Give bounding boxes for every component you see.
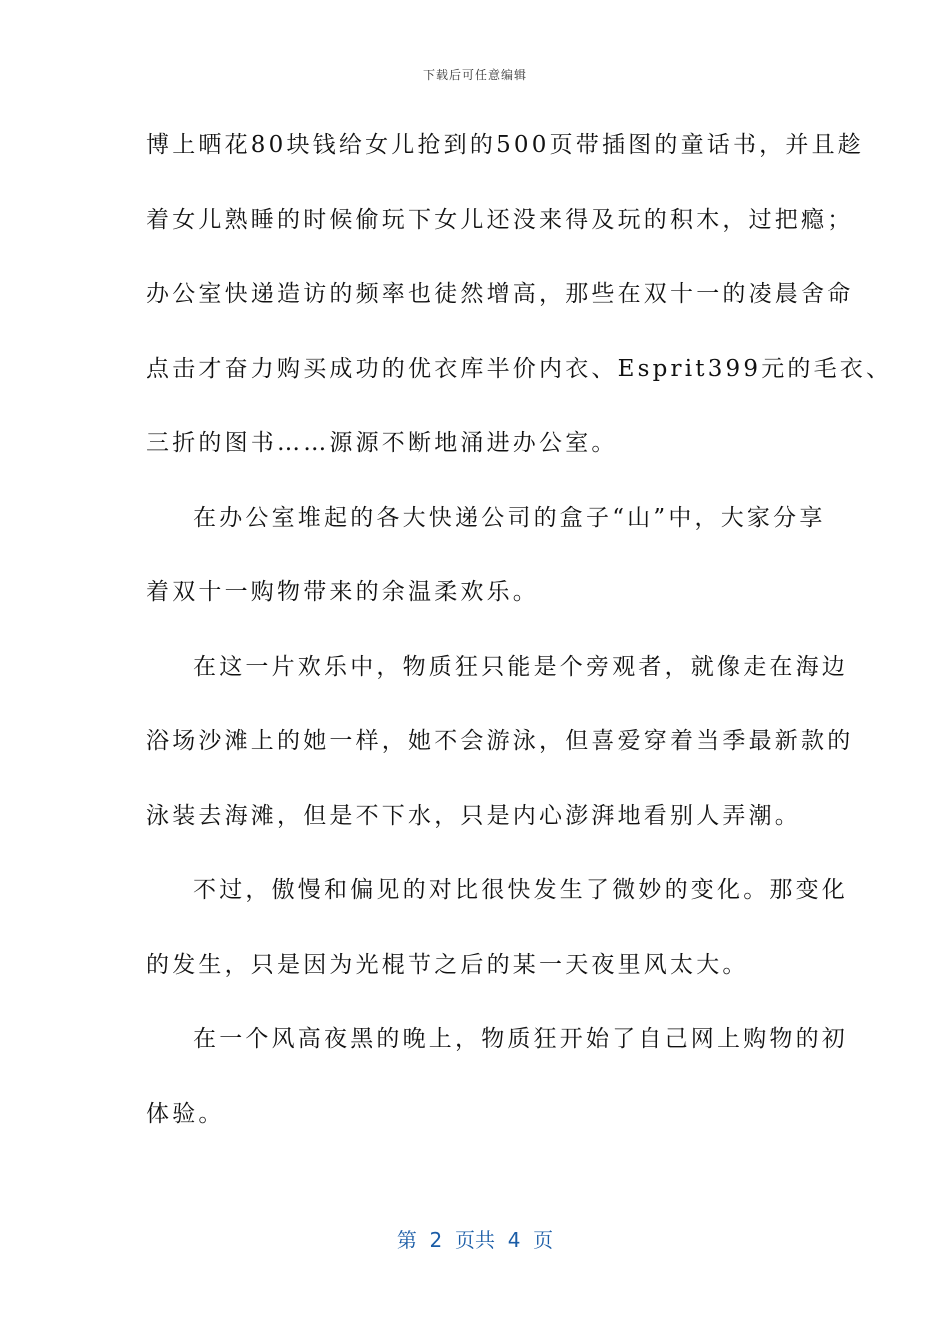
text-line: 的发生，只是因为光棍节之后的某一天夜里风太大。 [146, 951, 749, 978]
text-line: 浴场沙滩上的她一样，她不会游泳，但喜爱穿着当季最新款的 [146, 728, 854, 754]
text-line: 着女儿熟睡的时候偷玩下女儿还没来得及玩的积木，过把瘾； [146, 206, 854, 233]
page-header: 下载后可任意编辑 [422, 68, 527, 82]
paragraph-start-line: 在一个风高夜黑的晚上，物质狂开始了自己网上购物的初 [193, 1026, 848, 1052]
text-line: 博上晒花80块钱给女儿抢到的500页带插图的童话书，并且趁 [146, 132, 864, 158]
paragraph-start-line: 在办公室堆起的各大快递公司的盒子“山”中，大家分享 [193, 504, 826, 531]
text-line: 点击才奋力购买成功的优衣库半价内衣、Esprit399元的毛衣、 [146, 355, 893, 382]
text-line: 泳装去海滩，但是不下水，只是内心澎湃地看别人弄潮。 [146, 802, 801, 829]
paragraph-start-line: 不过，傲慢和偏见的对比很快发生了微妙的变化。那变化 [193, 877, 848, 903]
page-number-footer: 第 2 页共 4 页 [396, 1228, 554, 1252]
text-line: 着双十一购物带来的余温柔欢乐。 [146, 579, 539, 605]
paragraph-start-line: 在这一片欢乐中，物质狂只能是个旁观者，就像走在海边 [193, 653, 848, 680]
text-line: 三折的图书……源源不断地涌进办公室。 [146, 430, 618, 456]
text-line: 体验。 [146, 1100, 225, 1127]
document-body [146, 120, 893, 1163]
text-line: 办公室快递造访的频率也徒然增高，那些在双十一的凌晨舍命 [146, 281, 854, 307]
